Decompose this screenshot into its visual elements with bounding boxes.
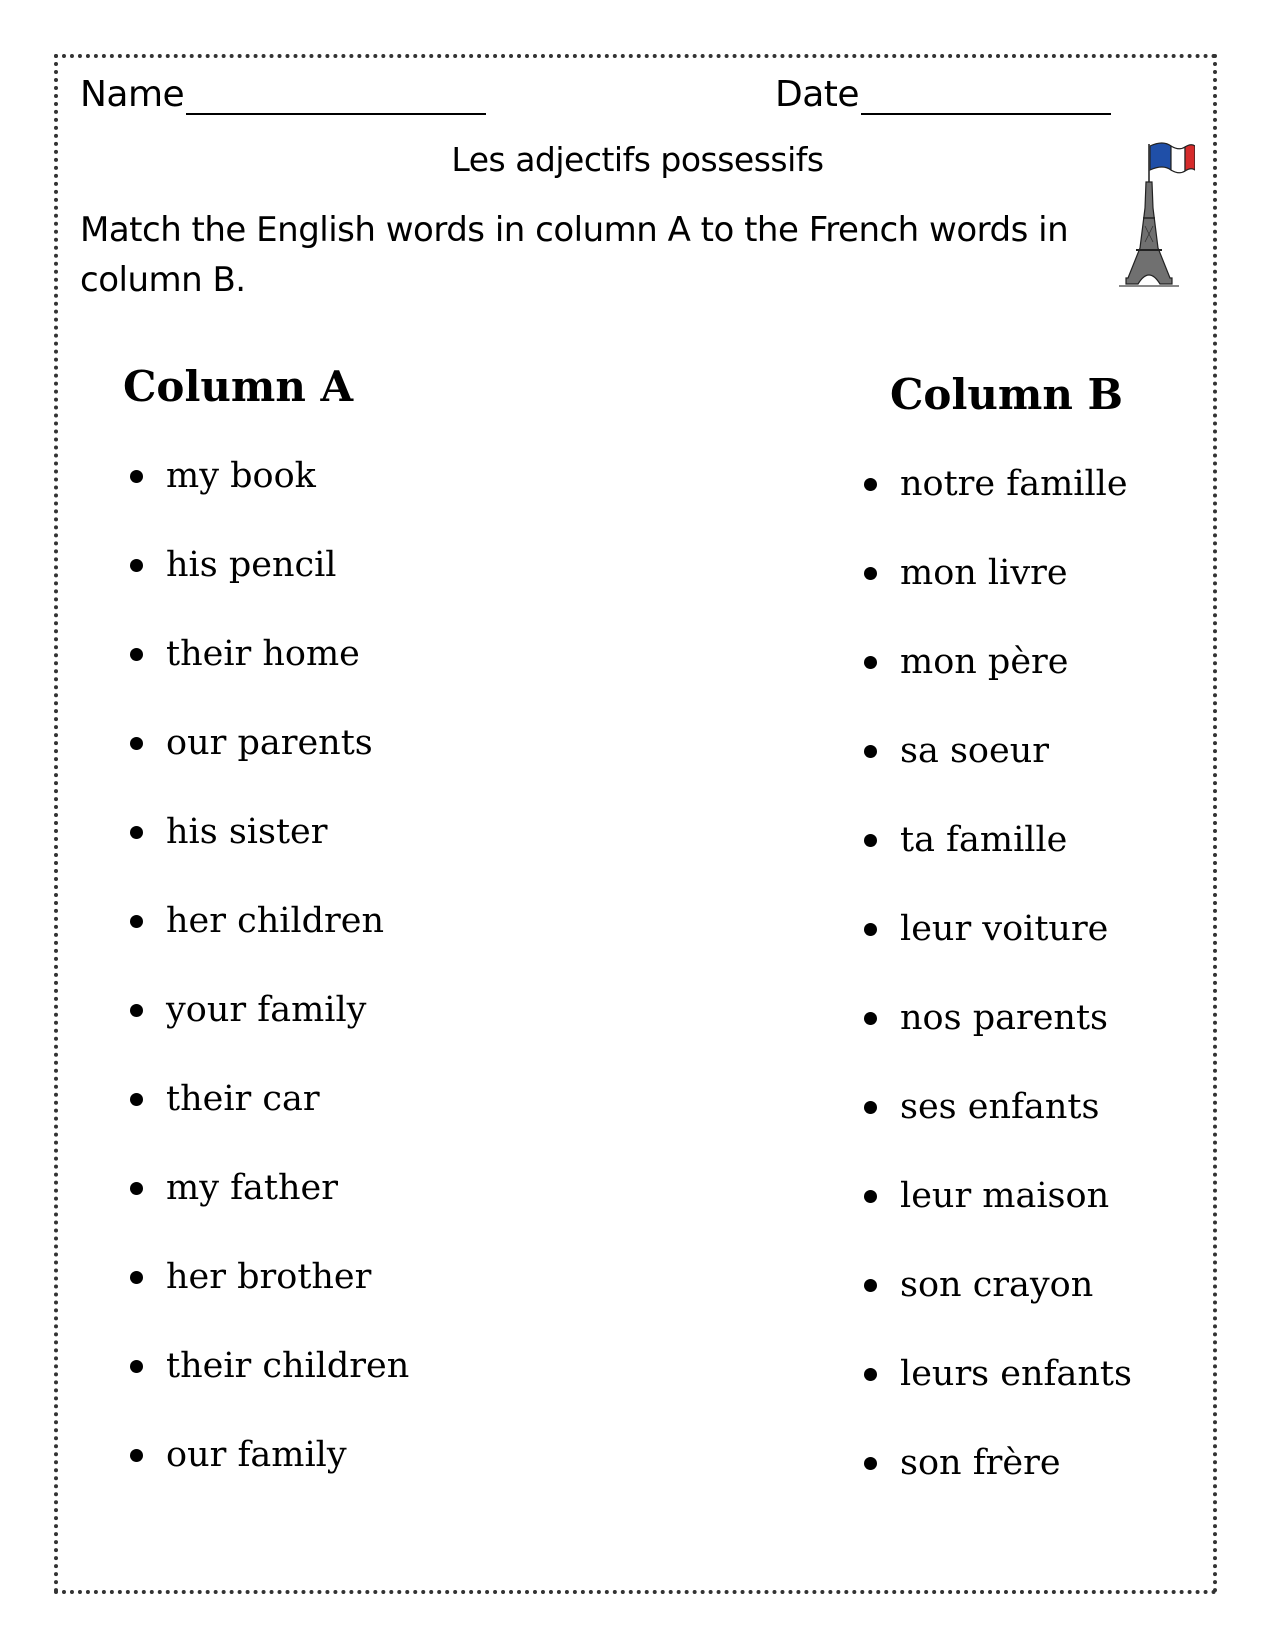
bullet-icon <box>864 478 877 491</box>
worksheet-title: Les adjectifs possessifs <box>451 140 824 179</box>
bullet-icon <box>864 923 877 936</box>
bullet-icon <box>864 1368 877 1381</box>
bullet-icon <box>130 470 143 483</box>
bullet-icon <box>864 1012 877 1025</box>
column-b-heading: Column B <box>890 370 1124 419</box>
bullet-icon <box>130 1360 143 1373</box>
bullet-icon <box>864 1279 877 1292</box>
bullet-icon <box>864 656 877 669</box>
bullet-icon <box>864 1457 877 1470</box>
instructions-text: Match the English words in column A to the French words in column B. <box>80 210 1069 300</box>
bullet-icon <box>130 737 143 750</box>
bullet-icon <box>864 834 877 847</box>
bullet-icon <box>130 826 143 839</box>
bullet-icon <box>130 1093 143 1106</box>
column-a-heading: Column A <box>123 362 354 411</box>
bullet-icon <box>864 567 877 580</box>
bullet-icon <box>130 559 143 572</box>
name-blank-line[interactable] <box>186 75 486 115</box>
date-field[interactable] <box>775 74 1111 115</box>
bullet-icon <box>864 1101 877 1114</box>
bullet-icon <box>130 1449 143 1462</box>
date-label: Date <box>775 74 860 115</box>
bullet-icon <box>130 1004 143 1017</box>
bullet-icon <box>130 915 143 928</box>
date-blank-line[interactable] <box>861 75 1111 115</box>
bullet-icon <box>864 745 877 758</box>
eiffel-tower-with-french-flag-icon <box>1115 138 1195 298</box>
bullet-icon <box>130 1271 143 1284</box>
bullet-icon <box>130 1182 143 1195</box>
bullet-icon <box>864 1190 877 1203</box>
bullet-icon <box>130 648 143 661</box>
name-label: Name <box>80 74 185 115</box>
name-field[interactable] <box>80 74 486 115</box>
